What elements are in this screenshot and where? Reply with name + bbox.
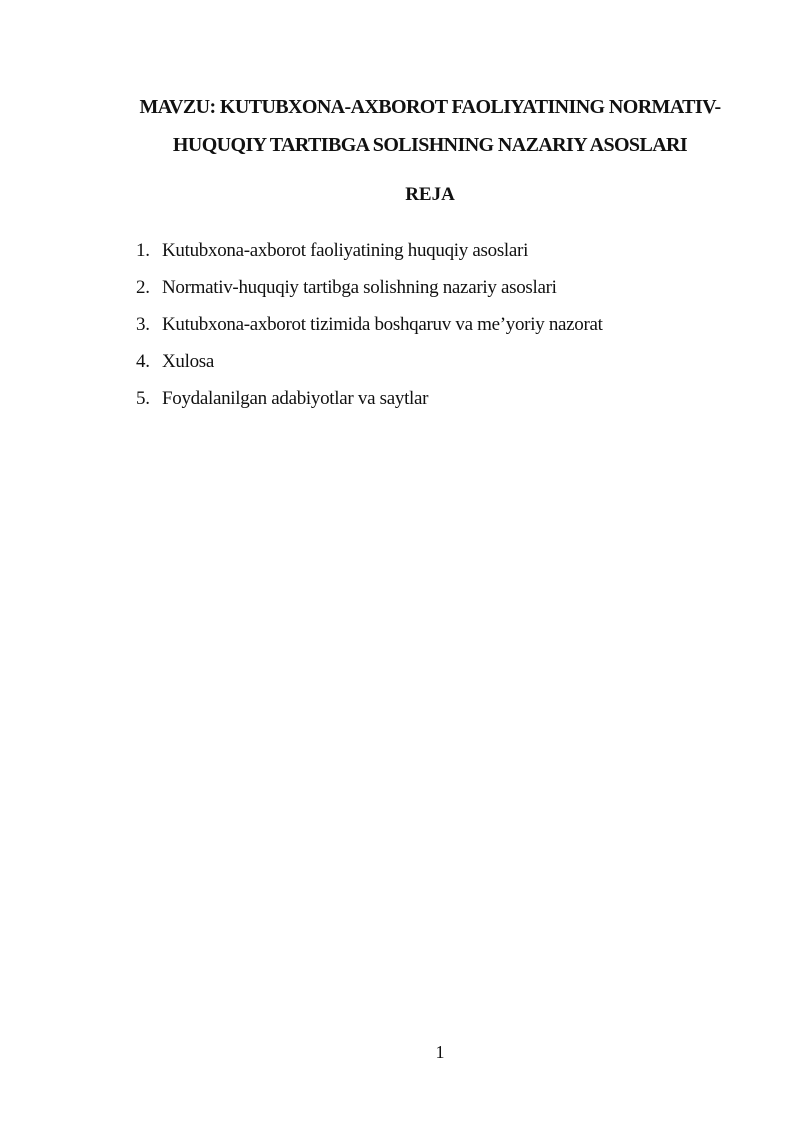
plan-item [136,343,603,380]
plan-item-number: 5. [136,388,150,409]
plan-item-number: 2. [136,277,150,298]
plan-list [136,232,603,417]
plan-item [136,380,603,417]
plan-item [136,232,603,269]
page-number: 1 [435,1042,445,1062]
plan-item-number: 4. [136,351,150,372]
plan-item-text: Xulosa [162,351,215,372]
plan-item-text: Kutubxona-axborot faoliyatining huquqiy asoslari [162,240,529,261]
plan-item-text: Normativ-huquqiy tartibga solishning nazariy asoslari [162,277,557,298]
plan-item [136,306,603,343]
plan-heading: REJA [405,184,455,205]
document-title [100,88,760,164]
plan-item-text: Kutubxona-axborot tizimida boshqaruv va me’yoriy nazorat [162,314,603,335]
plan-item-text: Foydalanilgan adabiyotlar va saytlar [162,388,429,409]
plan-item [136,269,603,306]
title-line-2: HUQUQIY TARTIBGA SOLISHNING NAZARIY ASOSLARI [172,134,688,156]
plan-item-number: 3. [136,314,150,335]
plan-item-number: 1. [136,240,150,261]
title-line-1: MAVZU: KUTUBXONA-AXBOROT FAOLIYATINING NORMATIV- [139,96,721,118]
